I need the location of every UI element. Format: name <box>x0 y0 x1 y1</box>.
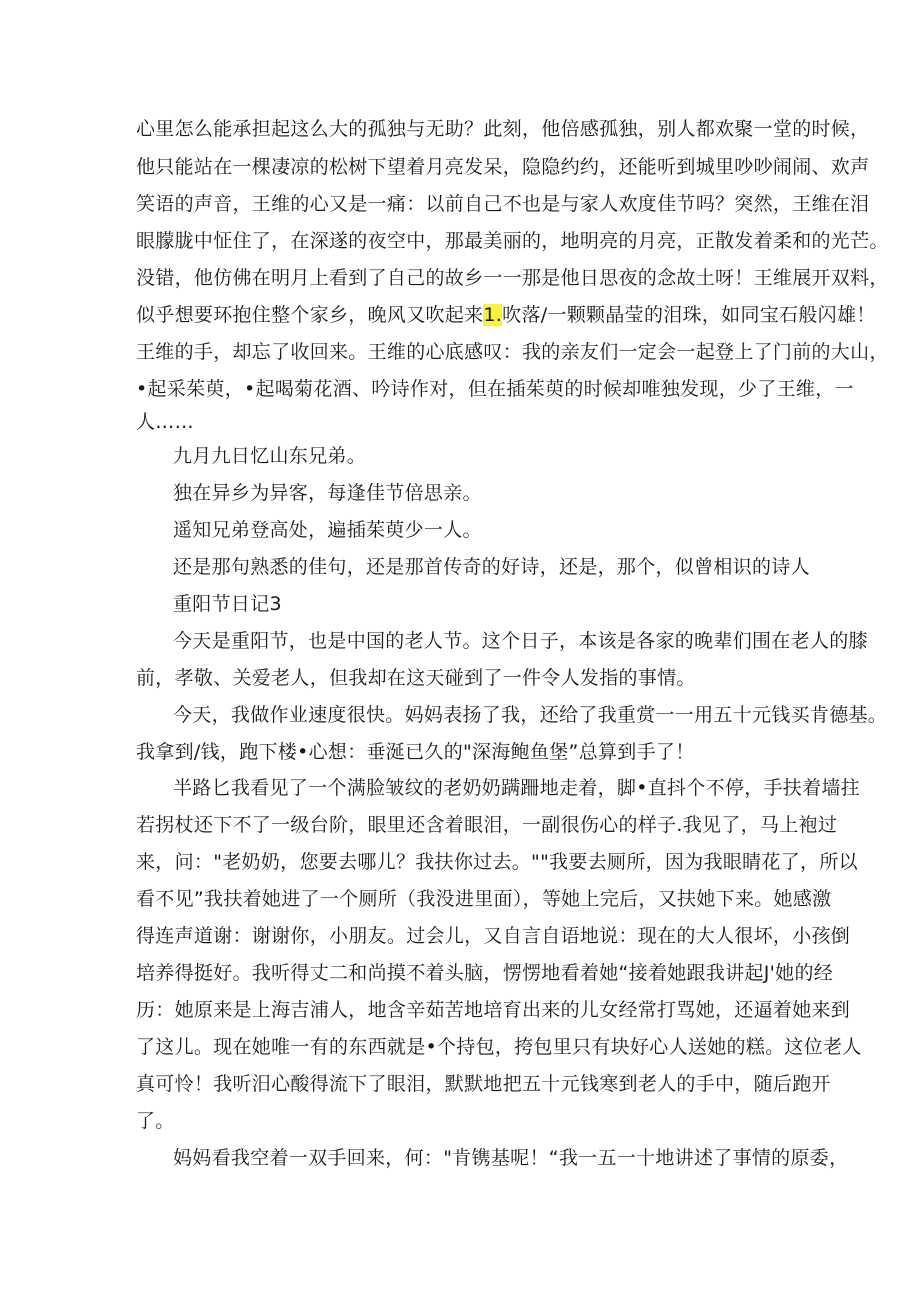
text-line: 妈妈看我空着一双手回来，何："肯镌基呢！“我一五一十地讲述了事情的原委， <box>173 1147 849 1169</box>
text-line-with-highlight <box>136 303 876 327</box>
text-line: 王维的手，却忘了收回来。王维的心底感叹：我的亲友们一定会一起登上了门前的大山， <box>136 341 889 363</box>
text-line: 还是那句熟悉的佳句，还是那首传奇的好诗，还是，那个，似曾相识的诗人 <box>173 556 810 578</box>
text-line: 半路匕我看见了一个满脸皱纹的老奶奶蹒跚地走着，脚•直抖个不停，手扶着墙拄 <box>173 777 861 799</box>
text-line: 没错，他仿佛在明月上看到了自己的故乡一一那是他日思夜的念故土呀！王维展开双料， <box>136 267 889 289</box>
text-line: 心里怎么能承担起这么大的孤独与无助？此刻，他倍感孤独，别人都欢聚一堂的时候， <box>136 118 870 140</box>
text-line: 真可怜！我听汨心酸得流下了眼泪，默默地把五十元钱寒到老人的手中，随后跑开 <box>136 1073 831 1095</box>
poem-line: 遥知兄弟登高处，遍插茱萸少一人。 <box>173 519 482 541</box>
highlighted-text: 1. <box>483 304 503 326</box>
text-line: 今天是重阳节，也是中国的老人节。这个日子，本该是各家的晚辈们围在老人的膝 <box>173 630 868 652</box>
text-line: 了。 <box>136 1110 175 1132</box>
text-line: 看不见”我扶着她进了一个厕所（我没进里面），等她上完后，又扶她下来。她感激 <box>136 888 832 910</box>
text-line: 今天，我做作业速度很快。妈妈表扬了我，还给了我重赏一一用五十元钱买肯德基。 <box>173 704 888 726</box>
text-line: 笑语的声音，王维的心又是一痛：以前自己不也是与家人欢度佳节吗？突然，王维在泪 <box>136 193 870 215</box>
text-line: 人…… <box>136 411 194 433</box>
text-segment: 似乎想要环抱住整个家乡，晚风又吹起来 <box>136 304 484 326</box>
text-line: •起采茱萸，•起喝菊花酒、吟诗作对，但在插茱萸的时候却唯独发现，少了王维，一 <box>136 378 854 400</box>
text-line: 我拿到/钱，跑下楼•心想：垂涎已久的"深海鲍鱼堡”总算到手了！ <box>136 741 695 763</box>
section-heading: 重阳节日记3 <box>173 593 282 615</box>
text-line: 培养得挺好。我听得丈二和尚摸不着头脑，愣愣地看着她“接着她跟我讲起J'她的经 <box>136 962 834 984</box>
text-line: 历：她原来是上海吉浦人，地含辛茹苦地培育出来的儿女经常打骂她，还逼着她来到 <box>136 999 851 1021</box>
text-line: 了这儿。现在她唯一有的东西就是•个持包，挎包里只有块好心人送她的糕。这位老人 <box>136 1036 862 1058</box>
text-line: 前，孝敬、关爱老人，但我却在这天碰到了一件令人发指的事情。 <box>136 667 696 689</box>
text-line: 眼朦胧中怔住了，在深遂的夜空中，那最美丽的，地明亮的月亮，正散发着柔和的光芒。 <box>136 230 889 252</box>
text-line: 若拐杖还下不了一级台阶，眼里还含着眼泪，一副很伤心的样子.我见了，马上袍过 <box>136 814 838 836</box>
poem-line: 独在异乡为异客，每逢佳节倍思亲。 <box>173 482 482 504</box>
text-line: 来，问："老奶奶，您要去哪儿？我扶你过去。""我要去厕所，因为我眼睛花了，所以 <box>136 851 858 873</box>
text-line: 得连声道谢：谢谢你，小朋友。过会儿，又自言自语地说：现在的大人很坏，小孩倒 <box>136 925 851 947</box>
text-segment: 吹落/一颗颗晶莹的泪珠，如同宝石般闪雄！ <box>502 304 876 326</box>
poem-title: 九月九日忆山东兄弟。 <box>173 445 367 467</box>
text-line: 他只能站在一棵凄凉的松树下望着月亮发呆，隐隐约约，还能听到城里吵吵闹闹、欢声 <box>136 156 870 178</box>
